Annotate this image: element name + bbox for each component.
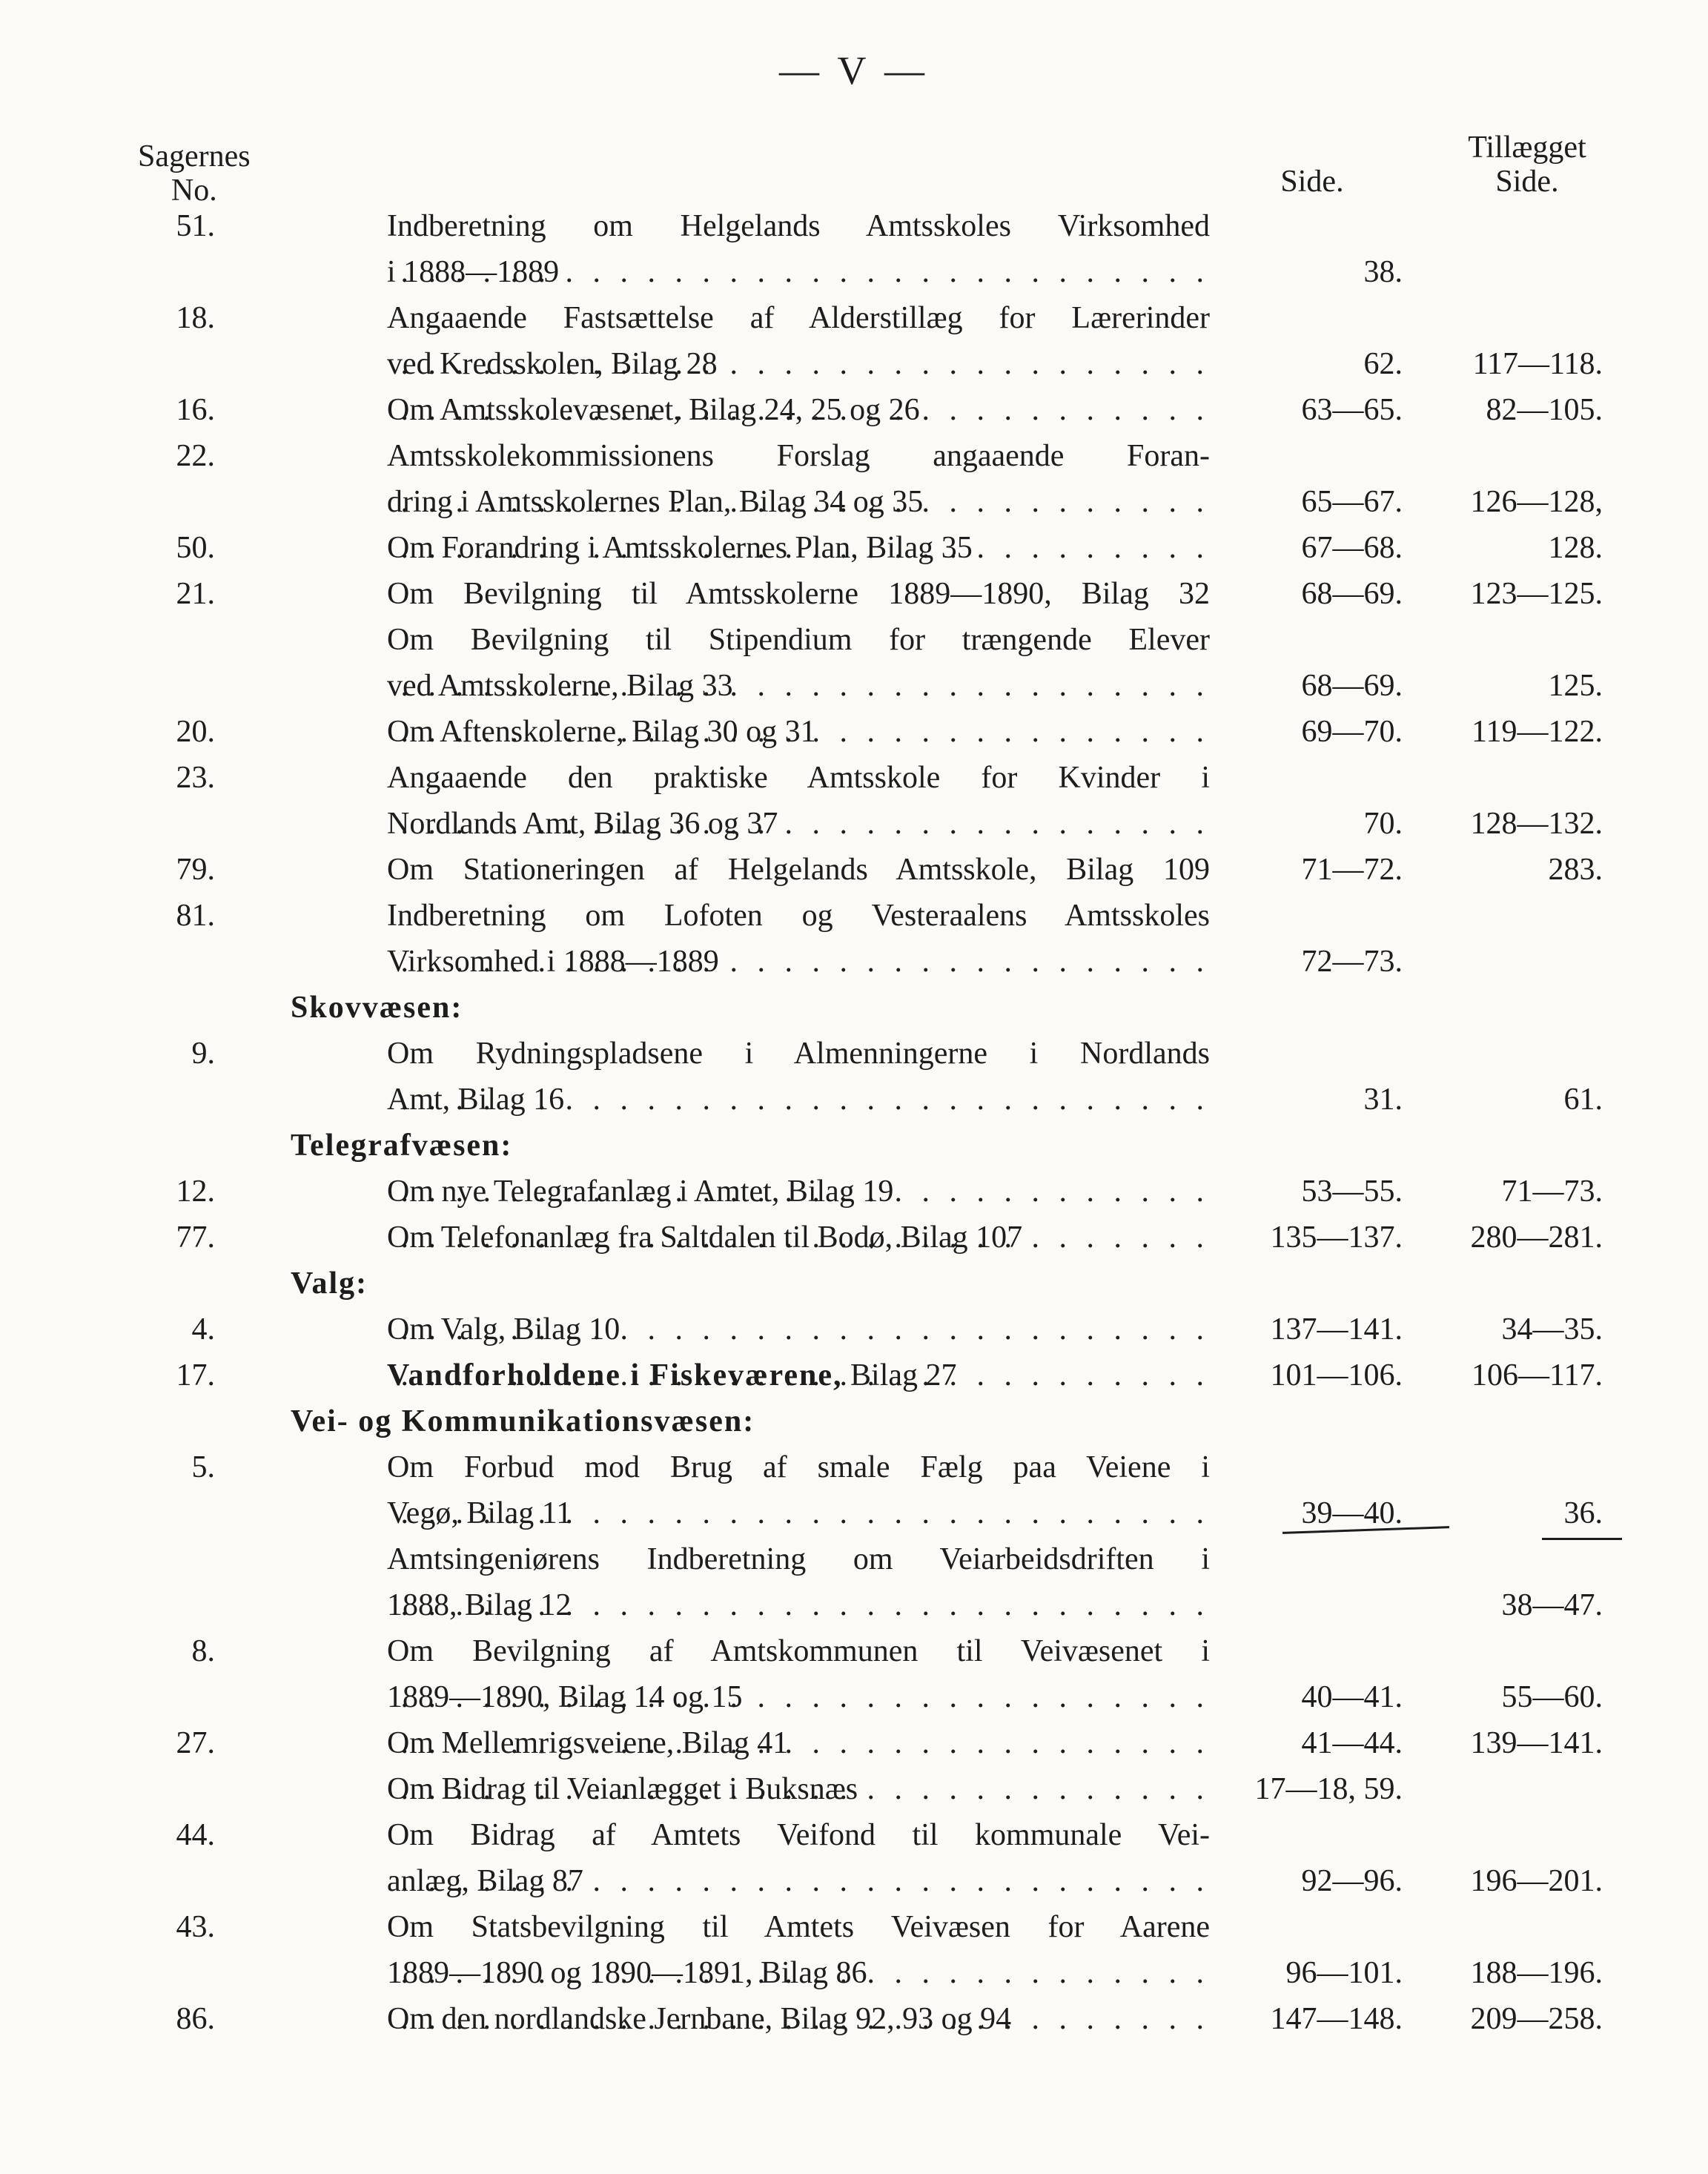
page-reference: 67—68. [1301, 531, 1403, 565]
index-line [0, 1031, 1708, 1077]
page-reference: 101—106. [1270, 1358, 1403, 1392]
page-reference: 63—65. [1301, 393, 1403, 427]
entry-text-content: Nordlands Amt, Bilag 36 og 37 [387, 807, 778, 841]
case-number: 27. [176, 1726, 215, 1760]
entry-text: Om Stationeringen af Helgelands Amtsskole, Bilag 109 [387, 853, 1210, 887]
appendix-page-reference: 188—196. [1470, 1956, 1603, 1990]
page-reference: 31. [1363, 1083, 1403, 1117]
entry-text [387, 1077, 1210, 1123]
appendix-page-reference: 128. [1548, 531, 1603, 565]
appendix-page-reference: 61. [1563, 1083, 1603, 1117]
index-line [0, 295, 1708, 341]
case-number: 50. [176, 531, 215, 565]
index-line [0, 663, 1708, 709]
entry-text: Indberetning om Helgelands Amtsskoles Virksomhed [387, 209, 1210, 243]
page-reference: 92—96. [1301, 1864, 1403, 1898]
page-reference: 41—44. [1301, 1726, 1403, 1760]
entry-text-content: 1888, Bilag 12 [387, 1588, 572, 1622]
index-line [0, 1674, 1708, 1720]
entry-text [387, 387, 1210, 433]
index-line [0, 1858, 1708, 1904]
page-reference: 38. [1363, 255, 1403, 289]
page-reference: 96—101. [1285, 1956, 1403, 1990]
entry-text-content: ved Kredsskolen, Bilag 28 [387, 347, 718, 381]
section-heading: Valg: [291, 1266, 368, 1301]
page-reference: 147—148. [1270, 2002, 1403, 2036]
entry-text [387, 1996, 1210, 2042]
appendix-page-reference: 209—258. [1470, 2002, 1603, 2036]
index-line [0, 1215, 1708, 1261]
section-heading-row [0, 985, 1708, 1031]
column-header-page: Side. [1280, 165, 1344, 199]
entry-text: Angaaende den praktiske Amtsskole for Kvinder i [387, 761, 1210, 795]
case-number: 23. [176, 761, 215, 795]
entry-text [387, 1720, 1210, 1766]
entry-text-content: ved Amtsskolerne, Bilag 33 [387, 669, 733, 703]
index-line [0, 1904, 1708, 1950]
index-line [0, 1628, 1708, 1674]
case-number: 43. [176, 1910, 215, 1944]
page-reference: 65—67. [1301, 485, 1403, 519]
entry-text [387, 1582, 1210, 1628]
page-reference: 72—73. [1301, 945, 1403, 979]
entry-text-content: Om Amtsskolevæsenet, Bilag 24, 25 og 26 [387, 393, 920, 427]
case-number: 4. [191, 1312, 215, 1347]
appendix-page-reference: 82—105. [1486, 393, 1603, 427]
case-number: 9. [191, 1037, 215, 1071]
page-reference: 53—55. [1301, 1174, 1403, 1209]
entry-text [387, 939, 1210, 985]
index-line [0, 249, 1708, 295]
section-heading-row [0, 1123, 1708, 1169]
case-number: 16. [176, 393, 215, 427]
entry-text: Om Bevilgning til Stipendium for trængende Elever [387, 623, 1210, 657]
entry-text [387, 1215, 1210, 1261]
entry-text: Om Rydningspladsene i Almenningerne i Nordlands [387, 1037, 1210, 1071]
entry-text [387, 709, 1210, 755]
entry-text-content: Om Mellemrigsveiene, Bilag 41 [387, 1726, 789, 1760]
case-number: 22. [176, 439, 215, 473]
page-reference: 68—69. [1301, 577, 1403, 611]
underline-mark [1542, 1538, 1622, 1540]
entry-text-content: Om Aftenskolerne, Bilag 30 og 31 [387, 715, 816, 749]
index-entries [0, 203, 1708, 2042]
entry-text: Om Bidrag af Amtets Veifond til kommunale Vei- [387, 1818, 1210, 1852]
entry-text: Om Bevilgning af Amtskommunen til Veivæsenet i [387, 1634, 1210, 1668]
section-heading: Skovvæsen: [291, 991, 463, 1025]
index-line [0, 341, 1708, 387]
appendix-page-reference: 71—73. [1501, 1174, 1603, 1209]
appendix-page-reference: 123—125. [1470, 577, 1603, 611]
entry-text-content: Vegø, Bilag 11 [387, 1496, 572, 1530]
index-line [0, 1536, 1708, 1582]
page-reference: 17—18, 59. [1254, 1772, 1403, 1806]
case-number: 12. [176, 1174, 215, 1209]
entry-text [387, 1352, 1210, 1398]
entry-text-content: anlæg, Bilag 87 [387, 1864, 583, 1898]
entry-text [387, 1674, 1210, 1720]
index-line [0, 1766, 1708, 1812]
case-number: 79. [176, 853, 215, 887]
index-line [0, 1996, 1708, 2042]
case-number: 81. [176, 899, 215, 933]
entry-text-content: Bilag 27 [842, 1358, 957, 1392]
entry-text: Amtsskolekommissionens Forslag angaaende Foran- [387, 439, 1210, 473]
index-line [0, 525, 1708, 571]
appendix-page-reference: 126—128, [1470, 485, 1603, 519]
index-line [0, 709, 1708, 755]
entry-text: Angaaende Fastsættelse af Alderstillæg for Lærerinder [387, 301, 1210, 335]
entry-text: Amtsingeniørens Indberetning om Veiarbeidsdriften i [387, 1542, 1210, 1576]
index-line [0, 479, 1708, 525]
entry-text-content: Om Valg, Bilag 10 [387, 1312, 620, 1347]
case-number: 86. [176, 2002, 215, 2036]
index-line [0, 1812, 1708, 1858]
page-reference: 135—137. [1270, 1220, 1403, 1255]
entry-text [387, 663, 1210, 709]
index-line [0, 617, 1708, 663]
entry-text: Om Forbud mod Brug af smale Fælg paa Veiene i [387, 1450, 1210, 1484]
section-heading: Telegrafvæsen: [291, 1129, 513, 1163]
entry-text [387, 1858, 1210, 1904]
entry-text [387, 1306, 1210, 1352]
index-line [0, 1950, 1708, 1996]
entry-text-content: i 1888—1889 [387, 255, 560, 289]
index-line [0, 433, 1708, 479]
entry-text-content: 1889—1890, Bilag 14 og 15 [387, 1680, 743, 1714]
appendix-page-reference: 36. [1563, 1496, 1603, 1530]
index-line [0, 801, 1708, 847]
entry-text: Om Bevilgning til Amtsskolerne 1889—1890, Bilag 32 [387, 577, 1210, 611]
appendix-page-reference: 38—47. [1501, 1588, 1603, 1622]
appendix-page-reference: 139—141. [1470, 1726, 1603, 1760]
entry-text-content: Amt, Bilag 16 [387, 1083, 565, 1117]
column-header-appendix-page: Tillægget Side. [1468, 130, 1586, 199]
index-line [0, 847, 1708, 893]
page-number: — V — [778, 48, 930, 93]
entry-text [387, 479, 1210, 525]
appendix-page-reference: 55—60. [1501, 1680, 1603, 1714]
page-reference: 40—41. [1301, 1680, 1403, 1714]
page-reference: 70. [1363, 807, 1403, 841]
appendix-page-reference: 280—281. [1470, 1220, 1603, 1255]
entry-text-content: Om Telefonanlæg fra Saltdalen til Bodø, Bilag 107 [387, 1220, 1023, 1255]
appendix-page-reference: 125. [1548, 669, 1603, 703]
index-line [0, 1582, 1708, 1628]
page-reference: 62. [1363, 347, 1403, 381]
entry-text-content: Om Forandring i Amtsskolernes Plan, Bilag 35 [387, 531, 973, 565]
case-number: 44. [176, 1818, 215, 1852]
index-line [0, 571, 1708, 617]
entry-text: Indberetning om Lofoten og Vesteraalens Amtsskoles [387, 899, 1210, 933]
entry-text [387, 1766, 1210, 1812]
entry-text [387, 1490, 1210, 1536]
entry-text [387, 341, 1210, 387]
index-line [0, 1490, 1708, 1536]
page-reference: 71—72. [1301, 853, 1403, 887]
page-reference: 69—70. [1301, 715, 1403, 749]
index-line [0, 203, 1708, 249]
entry-text-content: Om den nordlandske Jernbane, Bilag 92, 93 og 94 [387, 2002, 1012, 2036]
appendix-page-reference: 106—117. [1472, 1358, 1603, 1392]
case-number: 18. [176, 301, 215, 335]
case-number: 77. [176, 1220, 215, 1255]
entry-text-content: Om nye Telegrafanlæg i Amtet, Bilag 19 [387, 1174, 894, 1209]
entry-text-content: Virksomhed i 1888—1889 [387, 945, 719, 979]
page-reference: 39—40. [1301, 1496, 1403, 1530]
entry-text: Om Statsbevilgning til Amtets Veivæsen for Aarene [387, 1910, 1210, 1944]
section-heading-row [0, 1261, 1708, 1306]
index-line [0, 1720, 1708, 1766]
case-number: 51. [176, 209, 215, 243]
entry-text [387, 525, 1210, 571]
index-line [0, 1444, 1708, 1490]
entry-text [387, 249, 1210, 295]
appendix-page-reference: 119—122. [1472, 715, 1603, 749]
appendix-page-reference: 196—201. [1470, 1864, 1603, 1898]
case-number: 8. [191, 1634, 215, 1668]
index-line [0, 1352, 1708, 1398]
index-line [0, 893, 1708, 939]
case-number: 20. [176, 715, 215, 749]
section-heading-row [0, 1398, 1708, 1444]
index-line [0, 1169, 1708, 1215]
appendix-page-reference: 117—118. [1472, 347, 1603, 381]
entry-text [387, 1950, 1210, 1996]
entry-text-content: dring i Amtsskolernes Plan, Bilag 34 og 35 [387, 485, 924, 519]
column-header-case-number: Sagernes No. [138, 139, 251, 208]
entry-text-content: Om Bidrag til Veianlægget i Buksnæs [387, 1772, 858, 1806]
index-line [0, 387, 1708, 433]
page-reference: 137—141. [1270, 1312, 1403, 1347]
index-line [0, 939, 1708, 985]
index-line [0, 1077, 1708, 1123]
section-heading: Vei- og Kommunikationsvæsen: [291, 1404, 755, 1438]
entry-text [387, 801, 1210, 847]
entry-text-content: 1889—1890 og 1890—1891, Bilag 86 [387, 1956, 867, 1990]
appendix-page-reference: 128—132. [1470, 807, 1603, 841]
case-number: 21. [176, 577, 215, 611]
appendix-page-reference: 283. [1548, 853, 1603, 887]
index-line [0, 1306, 1708, 1352]
case-number: 5. [191, 1450, 215, 1484]
page-reference: 68—69. [1301, 669, 1403, 703]
appendix-page-reference: 34—35. [1501, 1312, 1603, 1347]
entry-text [387, 1169, 1210, 1215]
index-line [0, 755, 1708, 801]
case-number: 17. [176, 1358, 215, 1392]
entry-title: Vandforholdene i Fiskeværene, [387, 1358, 843, 1392]
